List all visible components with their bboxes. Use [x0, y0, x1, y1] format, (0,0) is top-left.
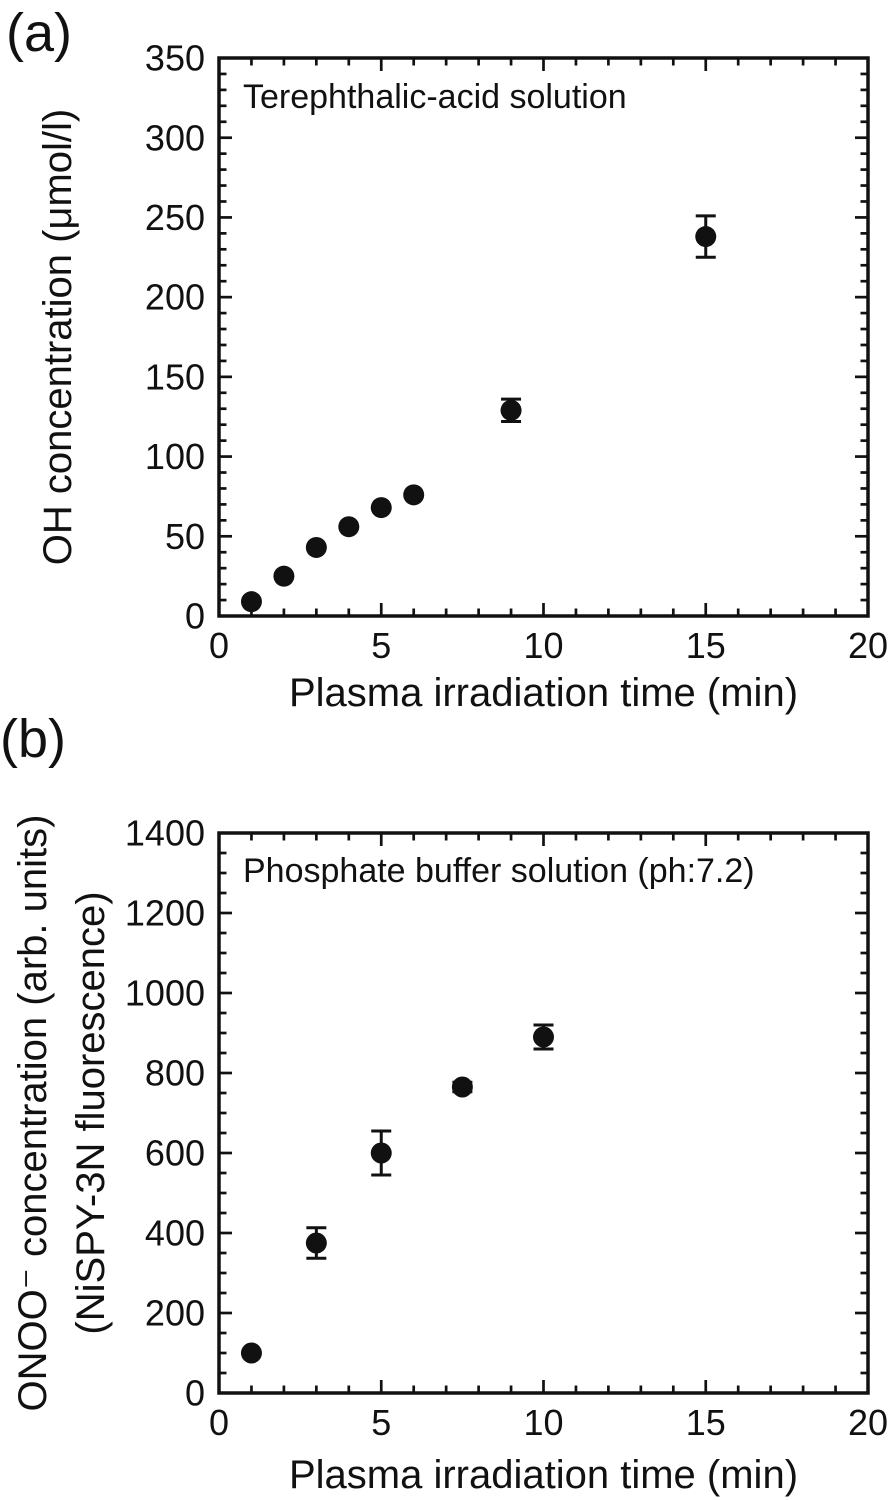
y-tick-label: 200 — [144, 276, 205, 318]
data-point-group — [452, 1077, 473, 1098]
x-tick-label: 5 — [371, 625, 392, 666]
data-series — [241, 1025, 554, 1364]
data-point-group — [306, 537, 327, 558]
data-point — [241, 591, 262, 612]
y-tick-label: 800 — [144, 1052, 205, 1094]
data-point — [695, 226, 716, 247]
data-point-group — [501, 399, 522, 421]
x-tick-label: 5 — [371, 1402, 392, 1443]
data-point-group — [306, 1228, 327, 1258]
data-point — [306, 537, 327, 558]
data-point-group — [273, 566, 294, 587]
x-tick-label: 0 — [208, 1402, 230, 1443]
plot-title: Terephthalic-acid solution — [243, 78, 627, 116]
x-tick-labels — [209, 1402, 888, 1443]
data-point — [273, 566, 294, 587]
data-point — [306, 1233, 327, 1254]
data-point-group — [403, 484, 424, 505]
y-tick-label: 1200 — [124, 892, 205, 934]
data-point — [371, 497, 392, 518]
x-tick-label: 15 — [685, 1402, 726, 1443]
tick-marks — [219, 833, 868, 1393]
data-point — [371, 1143, 392, 1164]
y-tick-labels — [145, 38, 205, 637]
data-point — [338, 516, 359, 537]
x-tick-label: 10 — [523, 1402, 564, 1443]
data-point-group — [371, 497, 392, 518]
panel-label-a: (a) — [6, 3, 72, 63]
y-tick-labels — [125, 813, 205, 1414]
data-point-group — [338, 516, 359, 537]
data-point — [533, 1027, 554, 1048]
y-tick-label: 0 — [184, 595, 205, 637]
data-point-group — [533, 1025, 554, 1049]
data-point — [501, 400, 522, 421]
y-tick-label: 250 — [144, 197, 205, 239]
chart-b — [11, 813, 888, 1497]
data-point-group — [695, 216, 716, 257]
y-tick-label: 0 — [184, 1372, 205, 1414]
y-tick-label: 600 — [144, 1132, 205, 1174]
x-tick-label: 15 — [685, 625, 726, 666]
data-point-group — [371, 1131, 392, 1175]
data-point-group — [241, 1343, 262, 1364]
x-tick-label: 20 — [847, 1402, 889, 1443]
data-series — [241, 216, 716, 612]
y-tick-label: 350 — [144, 37, 205, 79]
y-axis-title-line: (NiSPY-3N fluorescence) — [69, 891, 113, 1335]
plot-frame — [219, 833, 868, 1393]
x-tick-labels — [209, 625, 888, 666]
data-point-group — [241, 591, 262, 612]
y-tick-label: 300 — [144, 117, 205, 159]
panel-label-b: (b) — [0, 709, 66, 769]
data-point — [241, 1343, 262, 1364]
x-axis-title: Plasma irradiation time (min) — [288, 671, 799, 715]
x-axis-title: Plasma irradiation time (min) — [288, 1453, 799, 1497]
y-tick-label: 50 — [164, 515, 205, 557]
y-tick-label: 1400 — [124, 812, 205, 854]
x-tick-label: 20 — [847, 625, 889, 666]
y-tick-label: 150 — [144, 356, 205, 398]
y-tick-label: 100 — [144, 436, 205, 478]
data-point — [452, 1077, 473, 1098]
plot-title: Phosphate buffer solution (ph:7.2) — [243, 852, 755, 890]
chart-a — [36, 38, 888, 715]
y-tick-label: 400 — [144, 1212, 205, 1254]
y-axis-title-line: ONOO⁻ concentration (arb. units) — [11, 814, 55, 1412]
x-tick-label: 0 — [208, 625, 230, 666]
y-tick-label: 200 — [144, 1292, 205, 1334]
y-tick-label: 1000 — [124, 972, 205, 1014]
x-tick-label: 10 — [523, 625, 564, 666]
data-point — [403, 484, 424, 505]
plot-frame — [219, 58, 868, 616]
y-axis-title-line: OH concentration (μmol/l) — [36, 108, 80, 566]
tick-marks — [219, 58, 868, 616]
